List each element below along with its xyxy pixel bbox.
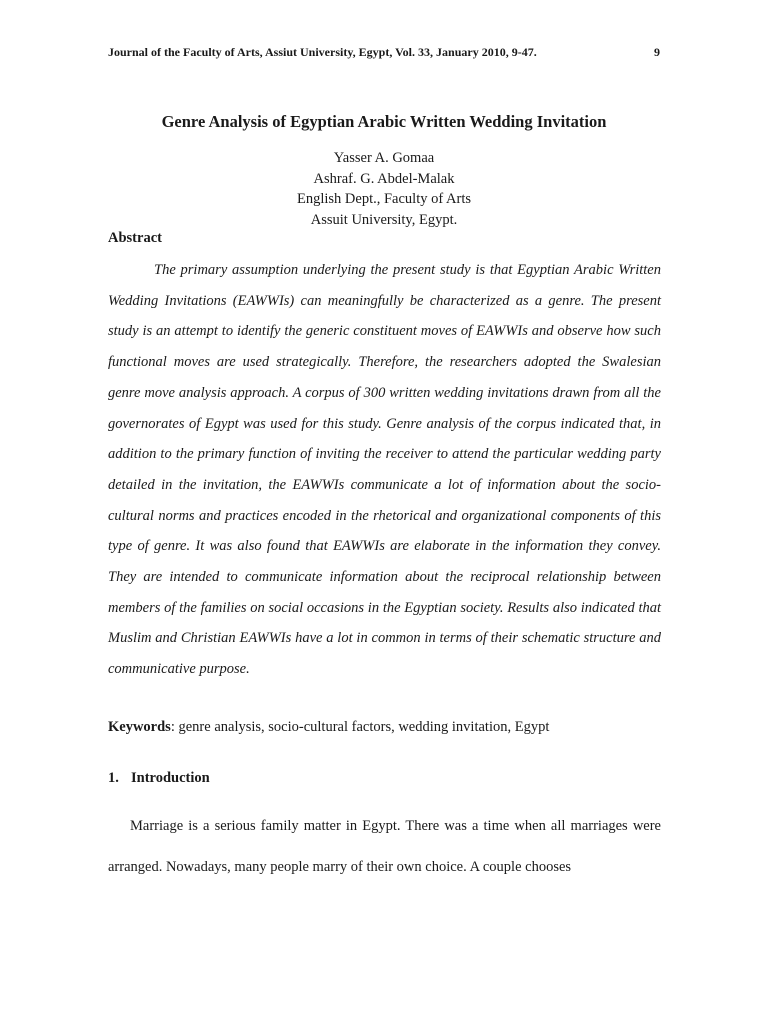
keywords-line: [108, 719, 549, 736]
journal-citation: Journal of the Faculty of Arts, Assiut University, Egypt, Vol. 33, January 2010, 9-47.: [108, 45, 537, 59]
author-affiliation-university: Assuit University, Egypt.: [310, 211, 458, 228]
author-block: [0, 148, 768, 230]
author-affiliation-department: English Dept., Faculty of Arts: [297, 191, 471, 207]
introduction-paragraph: Marriage is a serious family matter in Egypt. There was a time when all marriages were arranged. Nowadays, many people marry of their own choice. A couple chooses: [108, 818, 661, 875]
section-title: Introduction: [131, 770, 210, 786]
author-name-1: Yasser A. Gomaa: [333, 150, 435, 166]
section-heading-introduction: [108, 770, 210, 787]
abstract-text: The primary assumption underlying the present study is that Egyptian Arabic Written Wedding Invitations (EAWWIs) can meaningfully be characterized as a genre. The present study is an attempt to identify the generic constituent moves of EAWWIs and observe how such functional moves are used strategically. Therefore, the researchers adopted the Swalesian genre move analysis approach. A corpus of 300 written wedding invitations drawn from all the governorates of Egypt was used for this study. Genre analysis of the corpus indicated that, in addition to the primary function of inviting the receiver to attend the particular wedding party detailed in the invitation, the EAWWIs communicate a lot of information about the socio-cultural norms and practices encoded in the rhetorical and organizational components of this type of genre. It was also found that EAWWIs are elaborate in the information they convey. They are intended to communicate information about the reciprocal relationship between members of the families on social occasions in the Egyptian society. Results also indicated that Muslim and Christian EAWWIs have a lot in common in terms of their schematic structure and communicative purpose.: [108, 262, 661, 678]
abstract-heading: Abstract: [108, 230, 162, 246]
keywords-label: Keywords: [108, 719, 171, 735]
author-name-2: Ashraf. G. Abdel-Malak: [313, 170, 455, 187]
page-number: 9: [654, 45, 660, 59]
keywords-list: : genre analysis, socio-cultural factors, wedding invitation, Egypt: [170, 719, 550, 735]
section-number: 1.: [108, 770, 119, 786]
running-header: [108, 45, 660, 65]
paper-title: Genre Analysis of Egyptian Arabic Written Wedding Invitation: [161, 112, 607, 131]
